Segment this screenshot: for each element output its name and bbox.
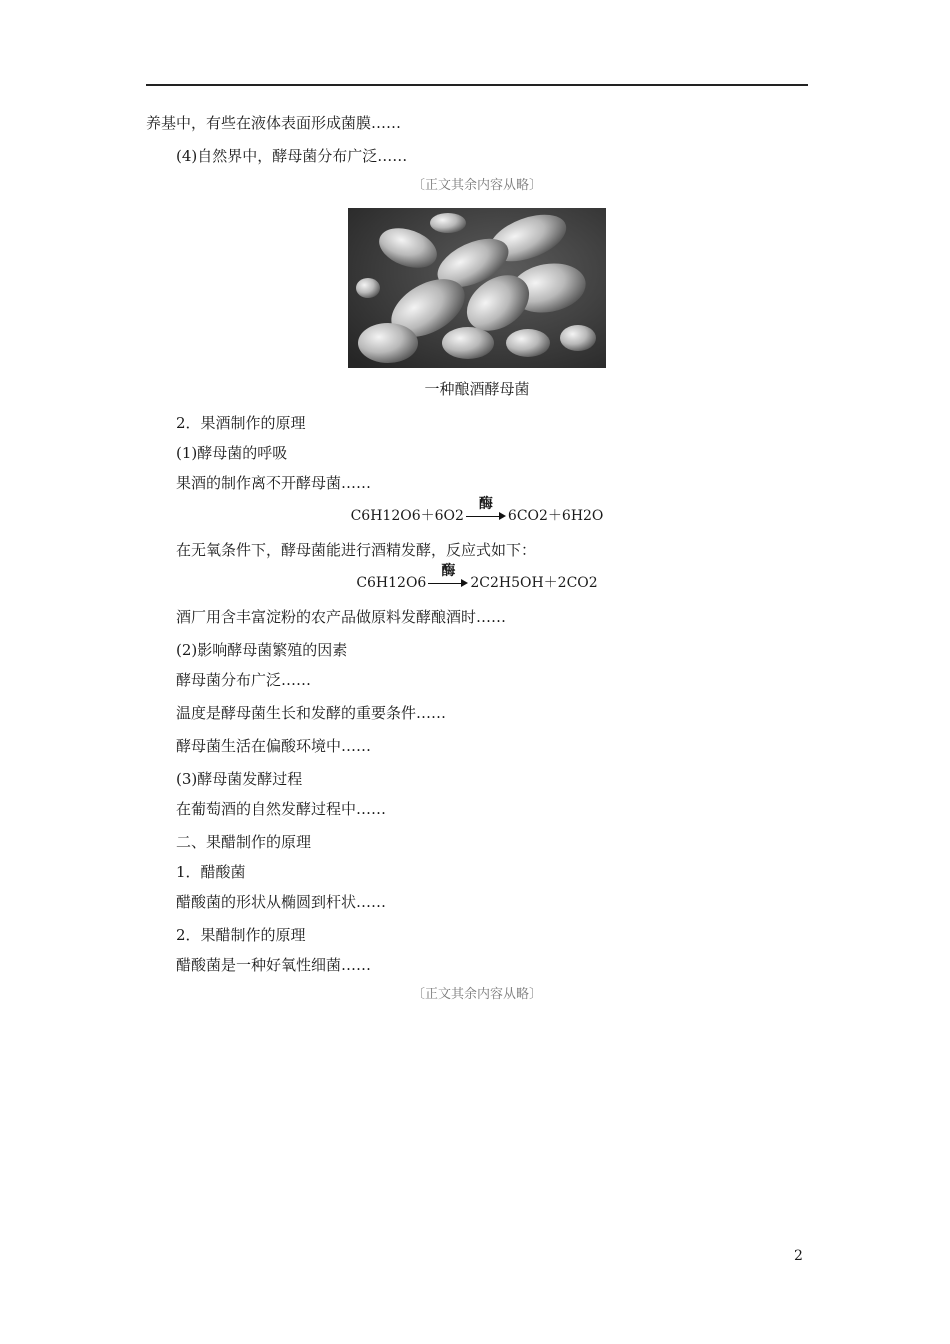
subsection-heading: (1)酵母菌的呼吸 — [176, 444, 288, 462]
paragraph: 酒厂用含丰富淀粉的农产品做原料发酵酿酒时…… — [176, 608, 507, 626]
catalyst-label: 酶 — [478, 496, 493, 512]
figure-caption: 一种酿酒酵母菌 — [424, 380, 530, 398]
omission-note: 〔正文其余内容从略〕 — [411, 987, 542, 1002]
paragraph: 养基中，有些在液体表面形成菌膜…… — [146, 114, 402, 132]
subsection-heading: 1．醋酸菌 — [176, 863, 246, 881]
subsection-heading: (2)影响酵母菌繁殖的因素 — [176, 641, 348, 659]
paragraph: 在葡萄酒的自然发酵过程中…… — [176, 800, 387, 818]
reaction-arrow-icon — [466, 496, 506, 522]
paragraph: 果酒的制作离不开酵母菌…… — [176, 474, 372, 492]
reaction-arrow-icon — [428, 563, 468, 589]
paragraph: (4)自然界中，酵母菌分布广泛…… — [176, 147, 408, 165]
section-heading: 2．果酒制作的原理 — [176, 414, 306, 432]
paragraph: 温度是酵母菌生长和发酵的重要条件…… — [176, 704, 447, 722]
equation-products: 2C2H5OH＋2CO2 — [470, 575, 598, 591]
omission-note: 〔正文其余内容从略〕 — [411, 178, 542, 193]
paragraph: 醋酸菌是一种好氧性细菌…… — [176, 956, 372, 974]
paragraph: 在无氧条件下，酵母菌能进行酒精发酵，反应式如下： — [176, 541, 537, 559]
anaerobic-equation — [146, 563, 808, 594]
aerobic-equation — [146, 496, 808, 527]
subsection-heading: 2．果醋制作的原理 — [176, 926, 306, 944]
page-body — [146, 110, 808, 1011]
paragraph: 酵母菌分布广泛…… — [176, 671, 312, 689]
subsection-heading: (3)酵母菌发酵过程 — [176, 770, 303, 788]
equation-reactants: C6H12O6＋6O2 — [350, 508, 464, 524]
yeast-micrograph — [348, 208, 606, 368]
equation-reactants: C6H12O6 — [356, 575, 427, 591]
catalyst-label: 酶 — [441, 563, 456, 579]
section-heading: 二、果醋制作的原理 — [176, 833, 312, 851]
equation-products: 6CO2＋6H2O — [507, 508, 604, 524]
page-number: 2 — [794, 1248, 803, 1264]
header-rule — [146, 84, 808, 86]
paragraph: 醋酸菌的形状从椭圆到杆状…… — [176, 893, 387, 911]
paragraph: 酵母菌生活在偏酸环境中…… — [176, 737, 372, 755]
